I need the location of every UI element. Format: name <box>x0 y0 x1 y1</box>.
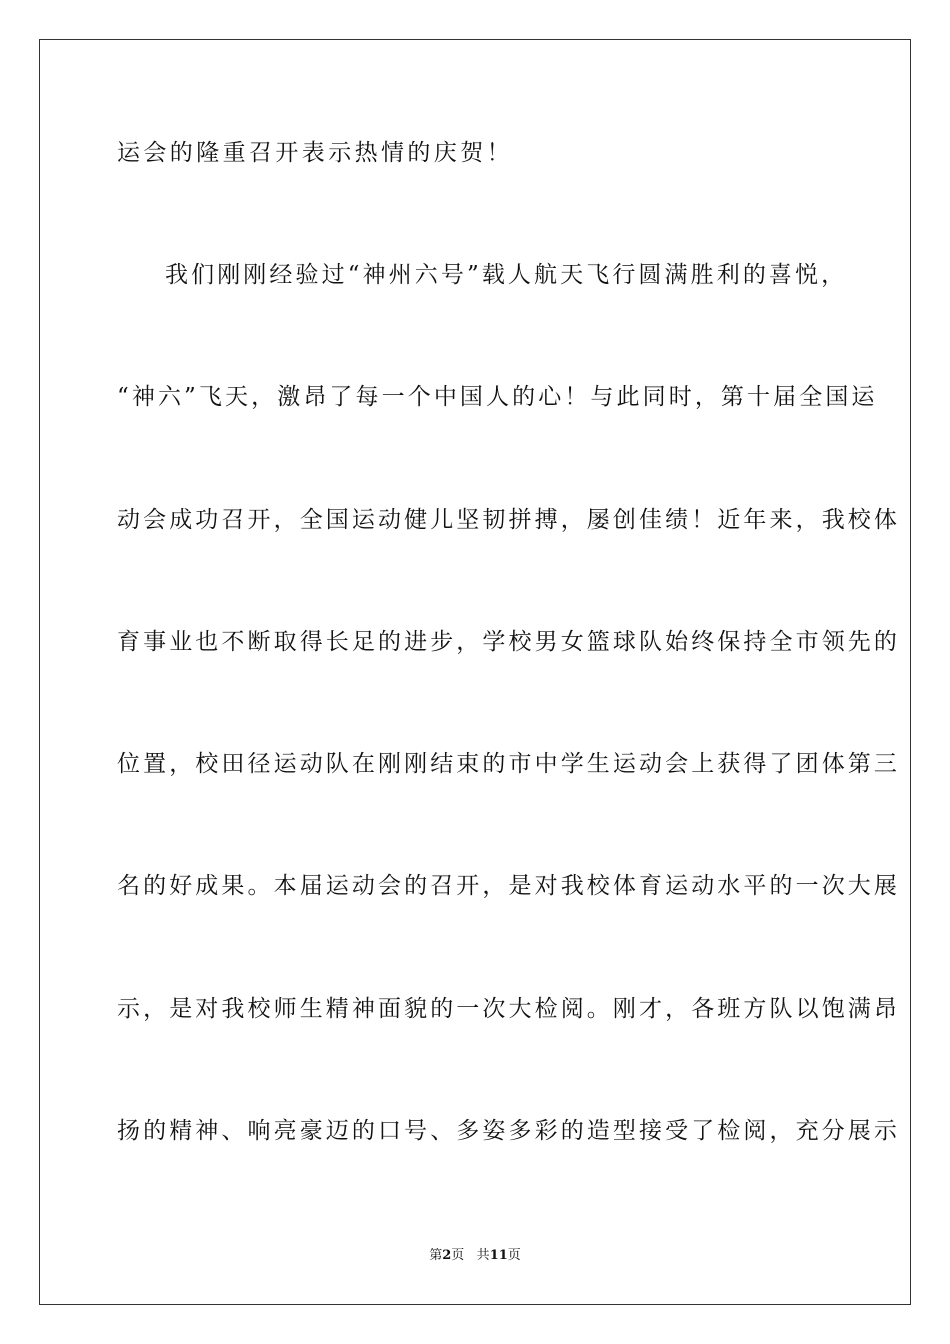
total-pages-label: 共11页 <box>476 1248 521 1263</box>
text-line: 我们刚刚经验过“神州六号”载人航天飞行圆满胜利的喜悦， <box>165 262 848 288</box>
page-label: 第2页 <box>429 1248 465 1263</box>
text-line: “神六”飞天，激昂了每一个中国人的心！与此同时，第十届全国运 <box>117 384 878 410</box>
text-line: 动会成功召开，全国运动健儿坚韧拼搏，屡创佳绩！近年来，我校体 <box>117 507 900 533</box>
text-line: 育事业也不断取得长足的进步，学校男女篮球队始终保持全市领先的 <box>117 629 900 655</box>
total-pages: 11 <box>489 1248 508 1263</box>
text-line: 位置，校田径运动队在刚刚结束的市中学生运动会上获得了团体第三 <box>117 751 900 777</box>
text-line: 扬的精神、响亮豪迈的口号、多姿多彩的造型接受了检阅，充分展示 <box>117 1118 900 1144</box>
text-line: 名的好成果。本届运动会的召开，是对我校体育运动水平的一次大展 <box>117 873 900 899</box>
text-line: 运会的隆重召开表示热情的庆贺！ <box>117 140 513 166</box>
text-line: 示，是对我校师生精神面貌的一次大检阅。刚才，各班方队以饱满昂 <box>117 996 900 1022</box>
page-footer <box>0 1247 950 1265</box>
page-number: 2 <box>442 1248 452 1263</box>
